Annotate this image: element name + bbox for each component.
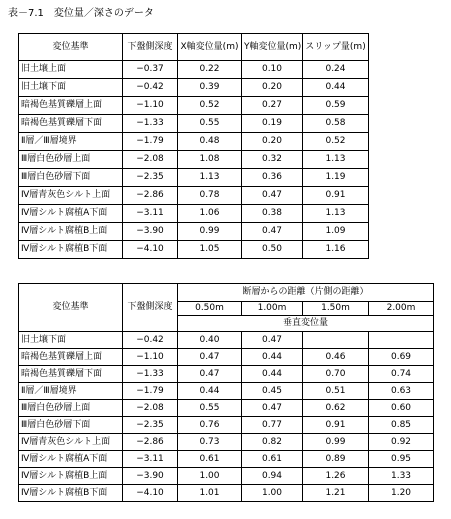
row-depth: −4.10 (123, 241, 178, 259)
table-row (19, 417, 434, 434)
header-distance-200: 2.00m (369, 302, 434, 316)
row-label: Ⅱ層／Ⅲ層境界 (19, 133, 123, 151)
row-depth: −0.37 (123, 61, 178, 79)
table-row (19, 451, 434, 468)
row-label: 旧土壌下面 (19, 332, 123, 349)
row-x-displacement: 0.39 (178, 79, 242, 97)
header-distance: 断層からの距離（片側の距離） (178, 284, 434, 302)
row-slip: 0.24 (303, 61, 369, 79)
row-depth: −3.11 (123, 205, 178, 223)
row-vertical-displacement: 0.70 (303, 366, 369, 383)
row-vertical-displacement: 0.44 (178, 383, 242, 400)
header-reference: 変位基準 (19, 34, 123, 61)
row-vertical-displacement: 0.47 (178, 366, 242, 383)
row-label: Ⅲ層白色砂層下面 (19, 169, 123, 187)
row-depth: −1.33 (123, 366, 178, 383)
row-vertical-displacement: 0.45 (242, 383, 303, 400)
row-slip: 0.44 (303, 79, 369, 97)
row-x-displacement: 1.13 (178, 169, 242, 187)
vertical-displacement-table (18, 283, 434, 502)
table-row (19, 61, 369, 79)
row-vertical-displacement: 0.44 (242, 349, 303, 366)
row-depth: −2.86 (123, 434, 178, 451)
row-vertical-displacement: 0.47 (178, 349, 242, 366)
table-row (19, 383, 434, 400)
row-depth: −3.11 (123, 451, 178, 468)
header-vertical-displacement: 垂直変位量 (178, 316, 434, 332)
row-depth: −2.08 (123, 400, 178, 417)
row-vertical-displacement: 0.77 (242, 417, 303, 434)
row-vertical-displacement: 0.94 (242, 468, 303, 485)
row-vertical-displacement: 0.46 (303, 349, 369, 366)
table-row (19, 468, 434, 485)
table-row (19, 151, 369, 169)
row-y-displacement: 0.50 (242, 241, 303, 259)
row-label: Ⅳ層青灰色シルト上面 (19, 187, 123, 205)
row-slip: 1.13 (303, 205, 369, 223)
row-label: Ⅱ層／Ⅲ層境界 (19, 383, 123, 400)
row-depth: −2.86 (123, 187, 178, 205)
row-vertical-displacement: 0.89 (303, 451, 369, 468)
row-slip: 0.52 (303, 133, 369, 151)
row-vertical-displacement: 0.76 (178, 417, 242, 434)
row-y-displacement: 0.19 (242, 115, 303, 133)
row-depth: −1.79 (123, 133, 178, 151)
row-vertical-displacement: 0.69 (369, 349, 434, 366)
header-distance-150: 1.50m (303, 302, 369, 316)
row-vertical-displacement (303, 332, 369, 349)
row-vertical-displacement: 0.99 (303, 434, 369, 451)
row-x-displacement: 1.06 (178, 205, 242, 223)
row-vertical-displacement: 0.51 (303, 383, 369, 400)
table-row (19, 241, 369, 259)
header-depth: 下盤側深度 (123, 34, 178, 61)
row-label: Ⅳ層シルト腐植B上面 (19, 223, 123, 241)
row-vertical-displacement (369, 332, 434, 349)
row-label: 暗褐色基質礫層下面 (19, 366, 123, 383)
row-label: 暗褐色基質礫層上面 (19, 349, 123, 366)
row-x-displacement: 0.48 (178, 133, 242, 151)
row-vertical-displacement: 1.20 (369, 485, 434, 502)
row-vertical-displacement: 0.60 (369, 400, 434, 417)
displacement-table (18, 33, 369, 259)
row-depth: −2.08 (123, 151, 178, 169)
table2-header-row (19, 284, 434, 302)
row-label: Ⅲ層白色砂層上面 (19, 151, 123, 169)
row-slip: 0.58 (303, 115, 369, 133)
header-y-displacement: Y軸変位量(m) (242, 34, 303, 61)
row-vertical-displacement: 0.85 (369, 417, 434, 434)
row-slip: 1.09 (303, 223, 369, 241)
row-depth: −3.90 (123, 468, 178, 485)
row-x-displacement: 0.55 (178, 115, 242, 133)
row-label: Ⅲ層白色砂層下面 (19, 417, 123, 434)
row-x-displacement: 0.99 (178, 223, 242, 241)
row-vertical-displacement: 0.63 (369, 383, 434, 400)
row-depth: −1.33 (123, 115, 178, 133)
table-row (19, 434, 434, 451)
row-x-displacement: 0.78 (178, 187, 242, 205)
row-y-displacement: 0.47 (242, 187, 303, 205)
row-y-displacement: 0.20 (242, 79, 303, 97)
header-x-displacement: X軸変位量(m) (178, 34, 242, 61)
table-row (19, 169, 369, 187)
row-depth: −4.10 (123, 485, 178, 502)
table-row (19, 133, 369, 151)
header-distance-100: 1.00m (242, 302, 303, 316)
row-label: Ⅳ層シルト腐植B下面 (19, 241, 123, 259)
table-row (19, 97, 369, 115)
row-depth: −0.42 (123, 79, 178, 97)
row-y-displacement: 0.47 (242, 223, 303, 241)
row-label: Ⅳ層シルト腐植A下面 (19, 205, 123, 223)
row-x-displacement: 1.08 (178, 151, 242, 169)
row-x-displacement: 0.52 (178, 97, 242, 115)
row-label: 暗褐色基質礫層上面 (19, 97, 123, 115)
table-row (19, 205, 369, 223)
row-label: 暗褐色基質礫層下面 (19, 115, 123, 133)
row-label: Ⅳ層青灰色シルト上面 (19, 434, 123, 451)
row-vertical-displacement: 0.40 (178, 332, 242, 349)
table-row (19, 332, 434, 349)
table-row (19, 485, 434, 502)
row-slip: 1.13 (303, 151, 369, 169)
row-vertical-displacement: 1.00 (242, 485, 303, 502)
row-y-displacement: 0.10 (242, 61, 303, 79)
row-y-displacement: 0.27 (242, 97, 303, 115)
row-vertical-displacement: 0.61 (178, 451, 242, 468)
row-vertical-displacement: 0.55 (178, 400, 242, 417)
header-reference: 変位基準 (19, 284, 123, 332)
row-vertical-displacement: 0.95 (369, 451, 434, 468)
row-depth: −1.10 (123, 349, 178, 366)
table-row (19, 115, 369, 133)
row-vertical-displacement: 1.00 (178, 468, 242, 485)
row-slip: 1.19 (303, 169, 369, 187)
row-label: Ⅳ層シルト腐植B下面 (19, 485, 123, 502)
table-row (19, 366, 434, 383)
row-label: 旧土壌上面 (19, 61, 123, 79)
table-row (19, 79, 369, 97)
row-y-displacement: 0.36 (242, 169, 303, 187)
row-vertical-displacement: 0.62 (303, 400, 369, 417)
header-distance-050: 0.50m (178, 302, 242, 316)
row-slip: 1.16 (303, 241, 369, 259)
row-depth: −0.42 (123, 332, 178, 349)
table-row (19, 349, 434, 366)
row-x-displacement: 0.22 (178, 61, 242, 79)
row-x-displacement: 1.05 (178, 241, 242, 259)
header-depth: 下盤側深度 (123, 284, 178, 332)
row-vertical-displacement: 0.74 (369, 366, 434, 383)
row-depth: −3.90 (123, 223, 178, 241)
header-slip: スリップ量(m) (303, 34, 369, 61)
row-vertical-displacement: 0.73 (178, 434, 242, 451)
row-vertical-displacement: 0.47 (242, 332, 303, 349)
table-row (19, 187, 369, 205)
row-slip: 0.91 (303, 187, 369, 205)
row-depth: −1.79 (123, 383, 178, 400)
row-label: Ⅲ層白色砂層上面 (19, 400, 123, 417)
row-vertical-displacement: 1.01 (178, 485, 242, 502)
table-row (19, 400, 434, 417)
row-vertical-displacement: 0.91 (303, 417, 369, 434)
row-depth: −1.10 (123, 97, 178, 115)
row-vertical-displacement: 0.82 (242, 434, 303, 451)
row-vertical-displacement: 1.26 (303, 468, 369, 485)
row-vertical-displacement: 1.33 (369, 468, 434, 485)
row-y-displacement: 0.32 (242, 151, 303, 169)
row-depth: −2.35 (123, 169, 178, 187)
row-y-displacement: 0.38 (242, 205, 303, 223)
row-label: Ⅳ層シルト腐植A下面 (19, 451, 123, 468)
row-vertical-displacement: 1.21 (303, 485, 369, 502)
row-label: 旧土壌下面 (19, 79, 123, 97)
row-vertical-displacement: 0.61 (242, 451, 303, 468)
row-depth: −2.35 (123, 417, 178, 434)
row-label: Ⅳ層シルト腐植B上面 (19, 468, 123, 485)
table-caption: 表－7.1 変位量／深さのデータ (8, 8, 154, 19)
row-slip: 0.59 (303, 97, 369, 115)
table-row (19, 223, 369, 241)
row-vertical-displacement: 0.47 (242, 400, 303, 417)
row-y-displacement: 0.20 (242, 133, 303, 151)
row-vertical-displacement: 0.92 (369, 434, 434, 451)
row-vertical-displacement: 0.44 (242, 366, 303, 383)
table1-header-row (19, 34, 369, 61)
